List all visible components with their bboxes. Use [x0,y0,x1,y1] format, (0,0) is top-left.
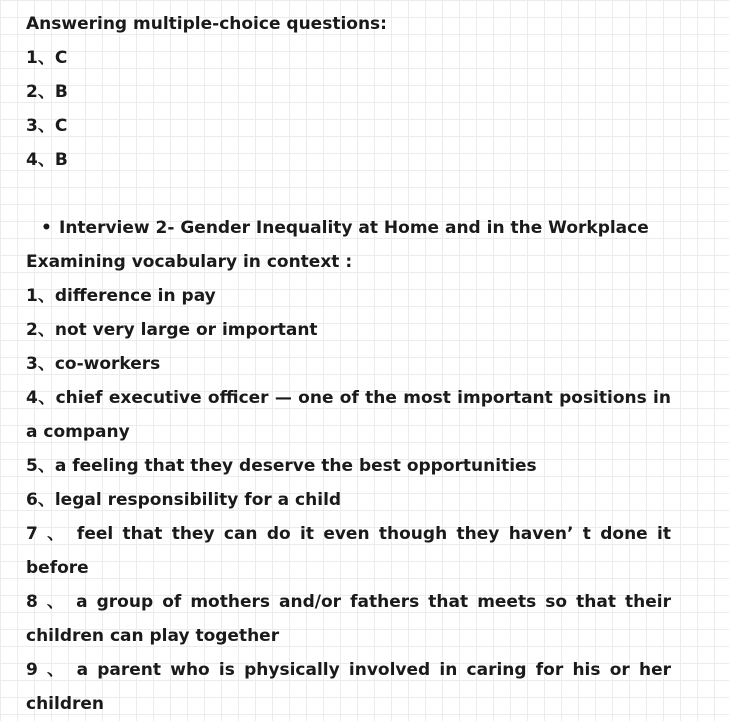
vocab-item-5 [26,449,671,483]
item-text: not very large or important [54,320,318,340]
vocab-item-8 [26,585,671,619]
vocab-item-8-continuation: children can play together [26,626,280,646]
item-number: 9 、 [26,660,68,680]
answer-text: C [54,116,68,136]
interview-title [41,211,671,245]
vocab-item-9 [26,653,671,687]
item-number: 3、 [26,354,55,374]
spacer [26,177,671,211]
answer-text: B [54,150,68,170]
vocab-item-2 [26,313,671,347]
answer-number: 2、 [26,82,55,102]
answer-number: 4、 [26,150,55,170]
answer-number: 3、 [26,116,55,136]
item-number: 6、 [26,490,55,510]
bullet-icon: • [41,218,52,238]
item-number: 4、 [26,388,56,408]
item-text: feel that they can do it even though they haven’ t done it [76,524,671,544]
mcq-answer-2 [26,75,671,109]
item-text: a parent who is physically involved in caring for his or her [76,660,671,680]
mcq-answer-3 [26,109,671,143]
vocab-heading: Examining vocabulary in context : [26,252,353,272]
item-number: 2、 [26,320,55,340]
mcq-answer-1 [26,41,671,75]
item-text: a group of mothers and/or fathers that meets so that their [76,592,671,612]
mcq-heading: Answering multiple-choice questions: [26,14,387,34]
item-number: 8 、 [26,592,68,612]
vocab-item-7 [26,517,671,551]
vocab-item-4 [26,381,671,415]
item-text: chief executive officer — one of the most important positions in [55,388,671,408]
vocab-item-7-continuation: before [26,558,89,578]
item-number: 1、 [26,286,55,306]
document-body [26,7,671,721]
vocab-item-6 [26,483,671,517]
item-text: legal responsibility for a child [54,490,342,510]
interview-title-text: Interview 2- Gender Inequality at Home and in the Workplace [59,218,649,238]
answer-text: C [54,48,68,68]
mcq-answer-4 [26,143,671,177]
item-number: 5、 [26,456,55,476]
item-text: a feeling that they deserve the best opportunities [54,456,537,476]
vocab-item-4-continuation: a company [26,422,130,442]
vocab-item-3 [26,347,671,381]
item-text: difference in pay [54,286,216,306]
answer-number: 1、 [26,48,55,68]
item-text: co-workers [54,354,161,374]
vocab-item-1 [26,279,671,313]
vocab-item-9-continuation: children [26,694,105,714]
item-number: 7 、 [26,524,68,544]
answer-text: B [54,82,68,102]
